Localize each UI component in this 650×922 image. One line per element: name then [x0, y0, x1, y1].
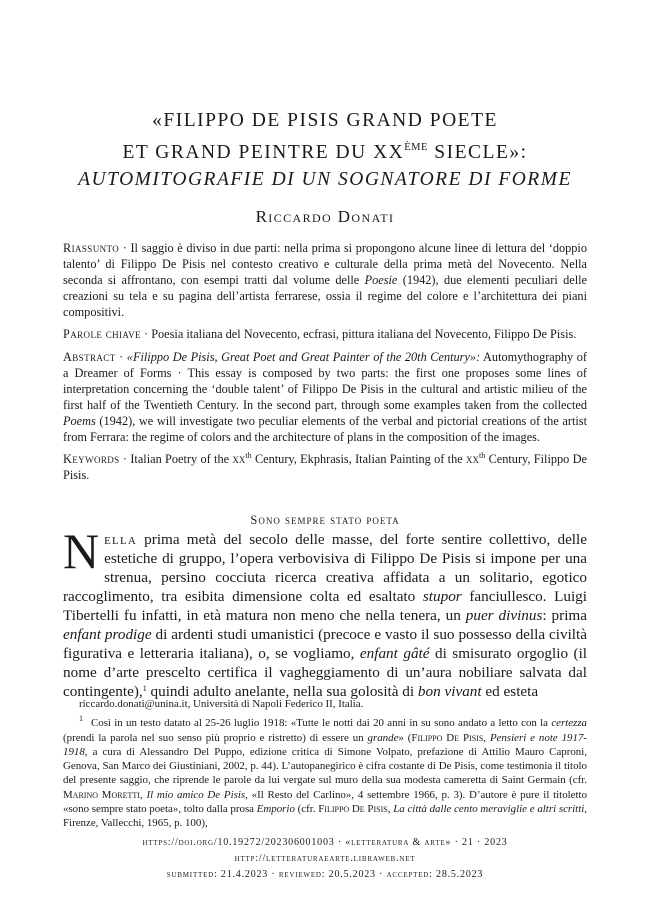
title-line-1: «FILIPPO DE PISIS GRAND POETE	[152, 110, 498, 131]
body-paragraph: Nella prima metà del secolo delle masse, del forte sentire collettivo, delle estetiche di gruppo, l’opera verbovisiva di Filippo De Pisis si impone per una strenua, persino cocciuta ricerca creativa affidata a un solitario, egotico raccoglimento, tra esibita dimensione colta ed esaltato stupor fanciullesco. Luigi Tibertelli fu infatti, in età matura non meno che nella tenera, un puer divinus: prima enfant prodige di ardenti studi umanistici (precoce e vasto il suo possesso della civiltà figurativa e letteraria italiana), o, se vogliamo, enfant gâté di smisurato orgoglio (il nome d’arte prescelto certifica il vagheggiamento di un’aura nobiliare salvata dal contingente),$^1$ quindi adulto anelante, nella sua golosità di bon vivant ed esteta	[63, 523, 588, 700]
section-heading: Sono sempre stato poeta	[250, 513, 400, 527]
title-line-2: ET GRAND PEINTRE DU XXÈME SIECLE»:	[122, 142, 528, 163]
lead-in: ella	[104, 531, 138, 548]
riassunto-paragraph: Riassunto · Il saggio è diviso in due parti: nella prima si propongono alcune linee di lettura del ‘doppio talento’ di Filippo De Pisis nel contesto creativo e culturale della prima metà del Novecento. Nella seconda si affrontano, con esempi tratti dal volume delle Poesie (1942), due elementi peculiari delle creazioni su tela e su pagina dell’artista ferrarese, ossia il regime del colore e l’architettura dei piani compositivi.	[63, 241, 587, 320]
riassunto-label: Riassunto	[63, 241, 120, 255]
doi-link[interactable]: https://doi.org/10.19272/202306001003 · «letteratura & arte» · 21 · 2023	[142, 837, 508, 848]
keywords-paragraph: Keywords · Italian Poetry of the $xx^{th}$ Century, Ekphrasis, Italian Painting of the $xx^{th}$ Century, Filippo De Pisis.	[63, 451, 587, 483]
parole-chiave-label: Parole chiave	[63, 327, 141, 342]
submission-dates: submitted: 21.4.2023 · reviewed: 20.5.2023 · accepted: 28.5.2023	[166, 869, 484, 880]
footnote-ref-1[interactable]: 1	[142, 684, 147, 693]
parole-chiave-paragraph: Parole chiave · Poesia italiana del Novecento, ecfrasi, pittura italiana del Novecento, Filippo De Pisis.	[63, 327, 577, 342]
keywords-label: Keywords	[63, 452, 120, 467]
abstracts-block	[63, 240, 587, 489]
author-affiliation: riccardo.donati@unina.it, Università di Napoli Federico II, Italia.	[79, 698, 364, 710]
footnote-1: $^1$ Così in un testo datato al 25-26 luglio 1918: «Tutte le notti dai 20 anni in su sono andato a letto con la certezza (prendi la parola nel suo senso più proprio e ristretto) di essere un grande» (Filippo De Pisis, Pensieri e note 1917-1918, a cura di Alessandro Del Puppo, edizione critica di Simone Volpato, prefazione di Attilio Mauro Caproni, Genova, San Marco dei Giustiniani, 2002, p. 44). L’autopanegirico è cifra costante di De Pisis, come testimonia il titolo del presente saggio, che riprende le parole da lui vergate sul muro della sua modesta cameretta di Saint Germain (cfr. Marino Moretti, Il mio amico De Pisis, «Il Resto del Carlino», 4 settembre 1966, p. 3). D’autore è pure il titoletto «sono sempre stato poeta», tolto dalla prosa Emporio (cfr. Filippo De Pisis, La città dalle cento meraviglie e altri scritti, Firenze, Vallecchi, 1965, p. 100),	[63, 714, 588, 830]
abstract-label: Abstract	[63, 349, 116, 364]
author-name: Riccardo Donati	[255, 207, 395, 226]
body-text	[63, 523, 588, 701]
page-footer	[63, 835, 587, 883]
drop-cap: N	[63, 523, 100, 579]
title-line-3: AUTOMITOGRAFIE DI UN SOGNATORE DI FORME	[78, 169, 572, 190]
title-superscript: ÈME	[404, 142, 428, 153]
journal-url-link[interactable]: http://letteraturaearte.libraweb.net	[234, 853, 416, 864]
article-title	[70, 107, 580, 227]
abstract-paragraph: Abstract · «Filippo De Pisis, Great Poet and Great Painter of the 20th Century»: Automythography of a Dreamer of Forms · This essay is composed by two parts: the first one proposes some lines of interpretation concerning the ‘double talent’ of Filippo De Pisis in the cultural and artistic milieu of the first half of the Twentieth Century. In the second part, through some examples taken from the collected Poems (1942), we will investigate two peculiar elements of the verbal and pictorial creations of the artist from Ferrara: the regime of colors and the architecture of plans in the composition of the images.	[63, 349, 588, 445]
footnotes	[63, 697, 587, 831]
